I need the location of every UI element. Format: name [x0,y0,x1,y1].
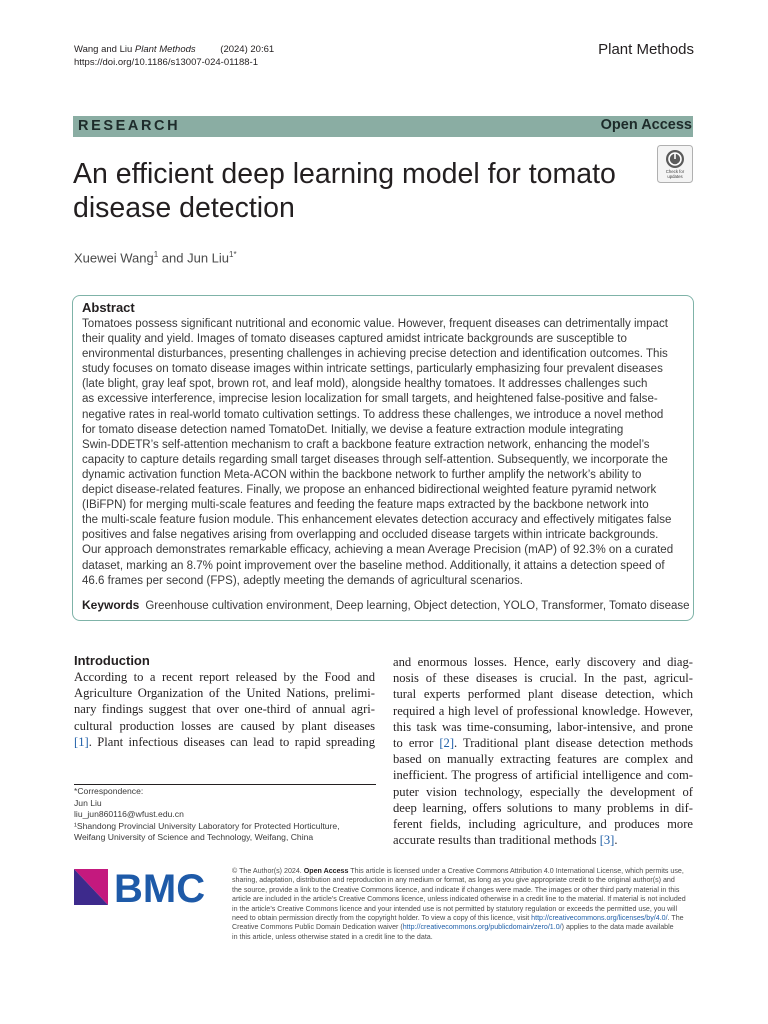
abstract-line: Tomatoes possess significant nutritional and economic value. However, frequent diseases can detrimentally impact [82,318,668,330]
check-line-2: updates [667,174,683,179]
body-line: based on manually extracting features are complex and [393,752,693,767]
body-line-text: to error [393,736,440,751]
footnote-divider [74,784,376,785]
body-line: deep learning, offers solutions to many problems in dif- [393,800,693,815]
citation-3-link[interactable]: [3] [599,833,615,848]
license-line-text: This article is licensed under a Creative Commons Attribution 4.0 International License, which permits use, [348,867,684,875]
article-title [73,157,633,225]
check-line-1: Check for [665,169,685,174]
footnote-line: *Correspondence: [74,786,144,796]
body-line [74,734,375,750]
abstract-line: dynamic activation function Meta-ACON within the backbone network to further amplify the network’s ability to [82,468,642,481]
license-line: in this article, unless otherwise stated in a credit line to the data. [232,932,433,941]
body-line: required a high level of professional knowledge. However, [393,703,693,718]
body-line-text: accurate results than traditional methods [393,833,600,848]
license-line-text: need to obtain permission directly from the copyright holder. To view a copy of this licence, visit [232,914,530,923]
abstract-line: negative rates in real-world tomato cultivation settings. To address these challenges, we introduce a novel method [82,408,664,421]
author-list [74,250,237,265]
abstract-text [82,317,687,589]
author-1-affil: 1 [153,250,159,259]
cc-zero-link[interactable]: http://creativecommons.org/publicdomain/zero/1.0/ [402,923,562,932]
footnote-line: Weifang University of Science and Technology, Weifang, China [74,832,314,843]
author-2-affil: 1* [229,250,237,259]
keywords [82,598,690,612]
license-open-access: Open Access [303,867,349,875]
abstract-line: their quality and yield. Images of tomato diseases captured amidst intricate backgrounds are susceptible to [82,333,627,346]
abstract-line: environmental disturbances, presenting challenges in achieving precise detection and identification outcomes. This [82,348,668,361]
header-authors: Wang and Liu [74,44,133,55]
abstract-line: positives and false negatives arising from overlapping and occluded disease targets within intricate backgrounds. [82,529,659,542]
body-line: this task was time-consuming, labor-intensive, and prone [393,719,693,734]
footnote-line: Jun Liu [74,797,102,808]
body-line: cultural production losses are caused by plant diseases [74,718,375,733]
running-header [74,44,274,55]
header-year-volume: (2024) 20:61 [220,44,275,55]
citation-1-link[interactable]: [1] [74,734,89,749]
body-line-text: . Traditional plant disease detection methods [454,736,694,751]
correspondence-email[interactable]: liu_jun860116@wfust.edu.cn [74,809,184,820]
license-line: the source, provide a link to the Creative Commons licence, and indicate if changes were made. The images or other third party material in this [232,885,680,894]
bmc-logo [74,867,214,907]
license-line [232,923,694,932]
abstract-line: the multi-scale feature fusion module. This enhancement elevates detection accuracy and effectively mitigates false [82,514,672,527]
license-line-text: ) applies to the data made available [561,923,674,932]
header-journal-italic: Plant Methods [134,44,196,55]
abstract-line: capacity to capture details regarding small target diseases through self-attention. Subsequently, we incorporate the [82,453,668,466]
body-line: and enormous losses. Hence, early discovery and diag- [393,655,693,669]
open-access-label: Open Access [600,117,692,133]
article-type-label: RESEARCH [78,118,181,134]
body-line-text: . Plant infectious diseases can lead to rapid spreading [88,734,375,749]
license-line-text: Creative Commons Public Domain Dedication waiver ( [232,923,403,932]
abstract-line: (late blight, gray leaf spot, brown rot, and leaf mold), alongside healthy tomatoes. It addresses challenges such [82,378,648,391]
abstract-line: (IBiFPN) for merging multi-scale features and feeding the feature maps extracted by the backbone network into [82,499,649,512]
title-line-1: An efficient deep learning model for tomato [73,158,616,190]
license-line [232,914,694,923]
abstract-line: Our approach demonstrates remarkable efficacy, achieving a mean Average Precision (mAP) of 92.3% on a curated [82,544,674,557]
body-line: Agriculture Organization of the United Nations, prelimi- [74,686,375,701]
header-doi[interactable]: https://doi.org/10.1186/s13007-024-01188-1 [74,57,258,68]
intro-right-column [393,654,693,848]
footnote-line: ¹Shandong Provincial University Laboratory for Protected Horticulture, [74,820,340,831]
abstract-line: 46.6 frames per second (FPS), adeptly meeting the demands of agricultural scenarios. [82,574,523,587]
introduction-heading: Introduction [74,653,150,668]
abstract-line: depict disease-related features. Finally, we propose an enhanced bidirectional weighted feature pyramid network [82,484,657,497]
body-line: ferent fields, including agriculture, and produces more [393,817,693,832]
body-line: nosis of these diseases is crucial. In the past, agricul- [393,671,693,686]
keywords-list: Greenhouse cultivation environment, Deep learning, Object detection, YOLO, Transformer, Tomato disease [145,600,690,612]
license-line: sharing, adaptation, distribution and reproduction in any medium or format, as long as you give appropriate credit to the original author(s) and [232,876,675,885]
bmc-wordmark: BMC [114,867,206,907]
check-for-updates-icon[interactable] [657,145,693,183]
body-line-text: . [614,833,618,848]
journal-name: Plant Methods [598,41,694,58]
cc-by-license-link[interactable]: http://creativecommons.org/licenses/by/4.0/ [531,914,668,923]
abstract-heading: Abstract [82,300,135,315]
abstract-line: for tomato disease detection named TomatoDet. Initially, we devise a feature extraction module integrating [82,423,624,436]
license-text [232,867,694,942]
body-line: nary findings suggest that over one-third of annual agri- [74,702,375,717]
body-line [393,735,693,751]
body-line: According to a recent report released by the Food and [74,670,375,684]
author-1[interactable]: Xuewei Wang [74,250,154,266]
license-line-text: . The [667,914,684,923]
body-line [393,832,693,848]
abstract-line: study focuses on tomato disease images within intricate settings, particularly emphasizing four prevalent diseases [82,363,663,376]
license-copyright: © The Author(s) 2024. [232,867,304,875]
body-line: tural experts performed plant disease detection, which [393,687,693,702]
license-line: in the article’s Creative Commons licence and your intended use is not permitted by statutory regulation or exceeds the permitted use, you will [232,904,678,913]
body-line: inefficient. The progress of artificial intelligence and com- [393,768,693,783]
body-line: puter vision technology, especially the development of [393,784,693,799]
abstract-line: dataset, marking an 8.7% point improvement over the baseline method. Additionally, it attains a detection speed of [82,559,665,572]
intro-left-column [74,669,375,750]
license-line: article are included in the article’s Creative Commons licence, unless indicated otherwise in a credit line to the material. If material is not included [232,895,686,904]
abstract-line: as excessive interference, imprecise lesion localization for small targets, and heightened false-positive and false- [82,393,658,406]
author-2[interactable]: and Jun Liu [158,250,230,266]
license-line [232,867,694,876]
citation-2-link[interactable]: [2] [439,736,455,751]
abstract-line: Swin-DDETR’s self-attention mechanism to craft a backbone feature extraction network, enhancing the model’s [82,438,650,451]
correspondence-footnote [74,786,340,844]
keywords-label: Keywords [82,598,140,612]
title-line-2: disease detection [73,192,295,224]
